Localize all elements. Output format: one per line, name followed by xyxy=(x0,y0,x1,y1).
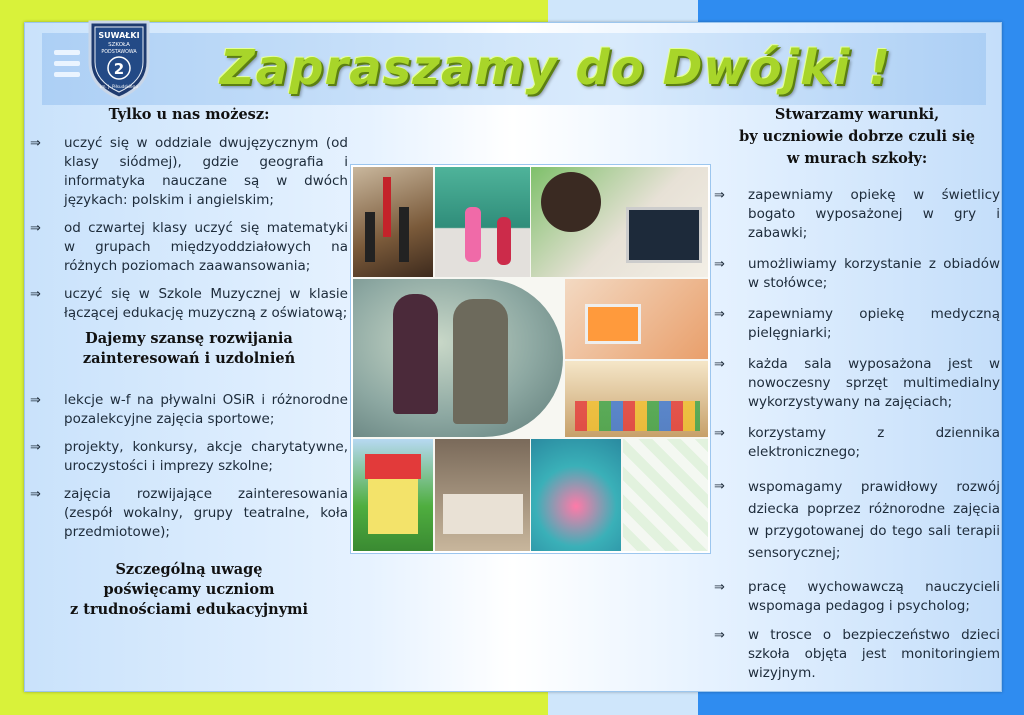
photo-mural-patrons xyxy=(353,279,563,437)
photo-classroom xyxy=(565,361,708,437)
arrow-icon: ⇒ xyxy=(714,426,725,441)
school-shield-icon xyxy=(86,16,152,100)
arrow-icon: ⇒ xyxy=(714,307,725,322)
decorative-stripes xyxy=(54,50,80,90)
right-heading: Stwarzamy warunki, by uczniowie dobrze czuli się w murach szkoły: xyxy=(739,106,975,167)
list-item: ⇒ uczyć się w Szkole Muzycznej w klasie łączącej edukację muzyczną z oświatową; xyxy=(30,286,348,321)
arrow-icon: ⇒ xyxy=(714,357,725,372)
arrow-icon: ⇒ xyxy=(30,221,41,236)
decorative-pattern xyxy=(623,439,708,551)
arrow-icon: ⇒ xyxy=(714,580,725,595)
left-column xyxy=(30,104,348,620)
list-item: ⇒ zapewniamy opiekę medyczną pielęgniarki; xyxy=(714,306,1000,341)
list-item: ⇒ pracę wychowawczą nauczycieli wspomaga pedagog i psycholog; xyxy=(714,579,1000,614)
left-heading-1: Tylko u nas możesz: xyxy=(108,106,270,123)
list-item: ⇒ w trosce o bezpieczeństwo dzieci szkoła objęta jest monitoringiem wizyjnym. xyxy=(714,627,1000,681)
arrow-icon: ⇒ xyxy=(714,257,725,272)
arrow-icon: ⇒ xyxy=(714,628,725,643)
list-item: ⇒ lekcje w-f na pływalni OSiR i różnorodne pozalekcyjne zajęcia sportowe; xyxy=(30,392,348,427)
photo-child-writing xyxy=(531,167,708,277)
arrow-icon: ⇒ xyxy=(30,136,41,151)
photo-rest-room xyxy=(435,439,530,551)
list-item: ⇒ od czwartej klasy uczyć się matematyki w grupach międzyoddziałowych na różnych poziomach zaawansowania; xyxy=(30,220,348,274)
logo-city: SUWAŁKI xyxy=(98,31,140,40)
photo-ceremony xyxy=(353,167,433,277)
list-item: ⇒ zajęcia rozwijające zainteresowania (zespół wokalny, grupy teatralne, koła przedmiotowe); xyxy=(30,486,348,540)
logo-line3: PODSTAWOWA xyxy=(101,50,137,55)
arrow-icon: ⇒ xyxy=(30,287,41,302)
arrow-icon: ⇒ xyxy=(714,479,725,494)
logo-number: 2 xyxy=(113,60,125,78)
logo-line2: SZKOŁA xyxy=(108,42,130,48)
school-logo xyxy=(86,16,152,100)
right-column xyxy=(714,104,1000,683)
list-item: ⇒ korzystamy z dziennika elektronicznego; xyxy=(714,425,1000,460)
list-item: ⇒ umożliwiamy korzystanie z obiadów w stołówce; xyxy=(714,256,1000,291)
photo-playhouse xyxy=(353,439,433,551)
photo-collage xyxy=(351,165,710,553)
page-title: Zapraszamy do Dwójki ! xyxy=(220,40,892,96)
left-heading-2: Dajemy szansę rozwijania zainteresowań i uzdolnień xyxy=(82,330,296,367)
arrow-icon: ⇒ xyxy=(30,393,41,408)
left-heading-3: Szczególną uwagę poświęcamy uczniom z trudnościami edukacyjnymi xyxy=(70,561,308,618)
photo-sensory-balls xyxy=(531,439,621,551)
arrow-icon: ⇒ xyxy=(30,487,41,502)
list-item: ⇒ każda sala wyposażona jest w nowoczesny sprzęt multimedialny wykorzystywany na zajęciach; xyxy=(714,356,1000,410)
list-item: ⇒ uczyć się w oddziale dwujęzycznym (od klasy siódmej), gdzie geografia i informatyka nauczane są w dwóch językach: polskim i angielskim; xyxy=(30,135,348,208)
list-item: ⇒ zapewniamy opiekę w świetlicy bogato wyposażonej w gry i zabawki; xyxy=(714,187,1000,241)
logo-patron: im. J. Piłsudskiego xyxy=(100,84,138,89)
list-item: ⇒ wspomagamy prawidłowy rozwój dziecka poprzez różnorodne zajęcia w przygotowanej do tego sali terapii sensorycznej; xyxy=(714,476,1000,564)
photo-whiteboard-kids xyxy=(435,167,530,277)
arrow-icon: ⇒ xyxy=(30,440,41,455)
photo-kids-tablet xyxy=(565,279,708,359)
list-item: ⇒ projekty, konkursy, akcje charytatywne, uroczystości i imprezy szkolne; xyxy=(30,439,348,474)
arrow-icon: ⇒ xyxy=(714,188,725,203)
